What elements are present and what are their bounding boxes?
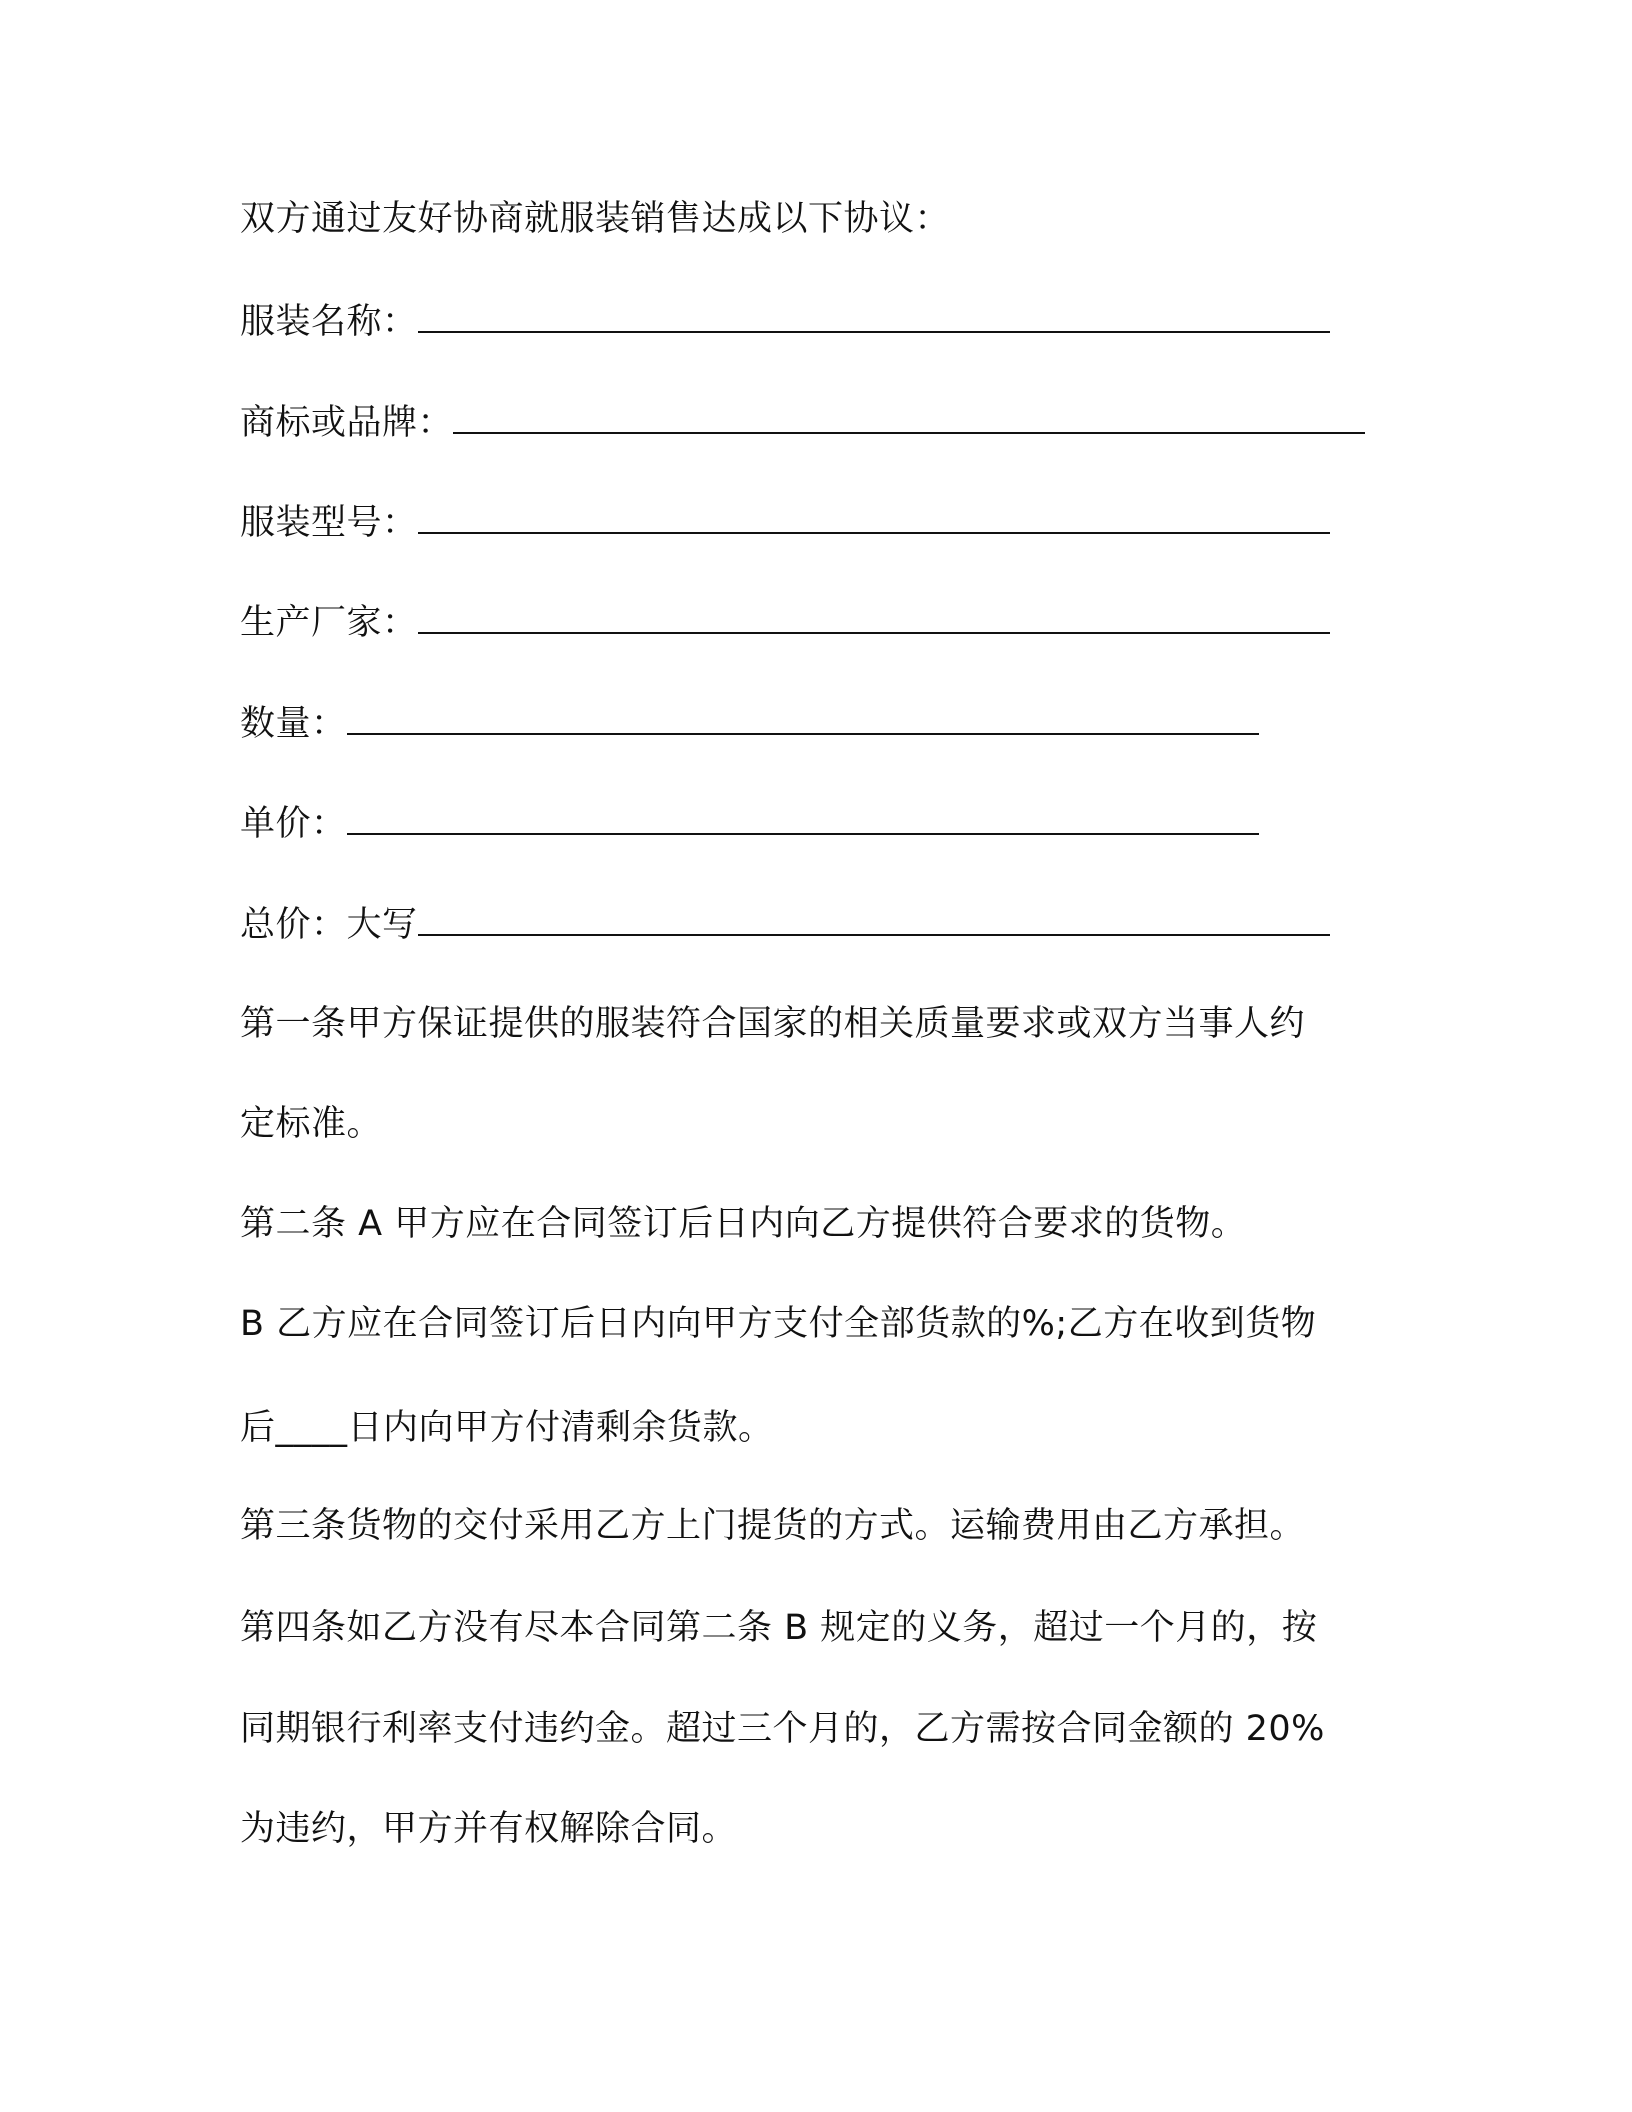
field-label: 单价： — [240, 804, 347, 844]
field-label: 服装名称： — [240, 302, 418, 342]
clause-text: 后 — [240, 1408, 276, 1448]
clause-4-line-2: 同期银行利率支付违约金。超过三个月的，乙方需按合同金额的 20% — [240, 1709, 1325, 1749]
field-unit-price — [240, 799, 1259, 848]
field-label: 总价：大写 — [240, 905, 418, 945]
field-blank[interactable] — [418, 598, 1330, 634]
clause-1-line-1: 第一条甲方保证提供的服装符合国家的相关质量要求或双方当事人约 — [240, 1004, 1306, 1044]
clause-2b-line-1: B 乙方应在合同签订后日内向甲方支付全部货款的%;乙方在收到货物 — [240, 1304, 1317, 1344]
field-blank[interactable] — [347, 799, 1259, 835]
field-quantity — [240, 699, 1259, 748]
clause-blank: ____ — [275, 1408, 348, 1448]
field-blank[interactable] — [453, 398, 1365, 434]
intro-text: 双方通过友好协商就服装销售达成以下协议： — [240, 199, 951, 239]
clause-4-line-3: 为违约，甲方并有权解除合同。 — [240, 1809, 738, 1849]
field-label: 服装型号： — [240, 503, 418, 543]
clause-2a: 第二条 A 甲方应在合同签订后日内向乙方提供符合要求的货物。 — [240, 1204, 1247, 1244]
field-blank[interactable] — [418, 900, 1330, 936]
field-label: 商标或品牌： — [240, 403, 454, 443]
clause-text: 日内向甲方付清剩余货款。 — [347, 1408, 774, 1448]
field-blank[interactable] — [418, 297, 1330, 333]
clause-1-line-2: 定标准。 — [240, 1104, 383, 1144]
clause-4-line-1: 第四条如乙方没有尽本合同第二条 B 规定的义务，超过一个月的，按 — [240, 1608, 1318, 1648]
field-total-price — [240, 900, 1330, 949]
clause-2b-line-2 — [240, 1404, 774, 1452]
field-manufacturer — [240, 598, 1330, 647]
field-garment-name — [240, 297, 1330, 346]
field-blank[interactable] — [347, 699, 1259, 735]
field-label: 数量： — [240, 704, 347, 744]
field-brand — [240, 398, 1365, 447]
field-model — [240, 498, 1330, 547]
clause-3: 第三条货物的交付采用乙方上门提货的方式。运输费用由乙方承担。 — [240, 1506, 1306, 1546]
field-blank[interactable] — [418, 498, 1330, 534]
field-label: 生产厂家： — [240, 603, 418, 643]
